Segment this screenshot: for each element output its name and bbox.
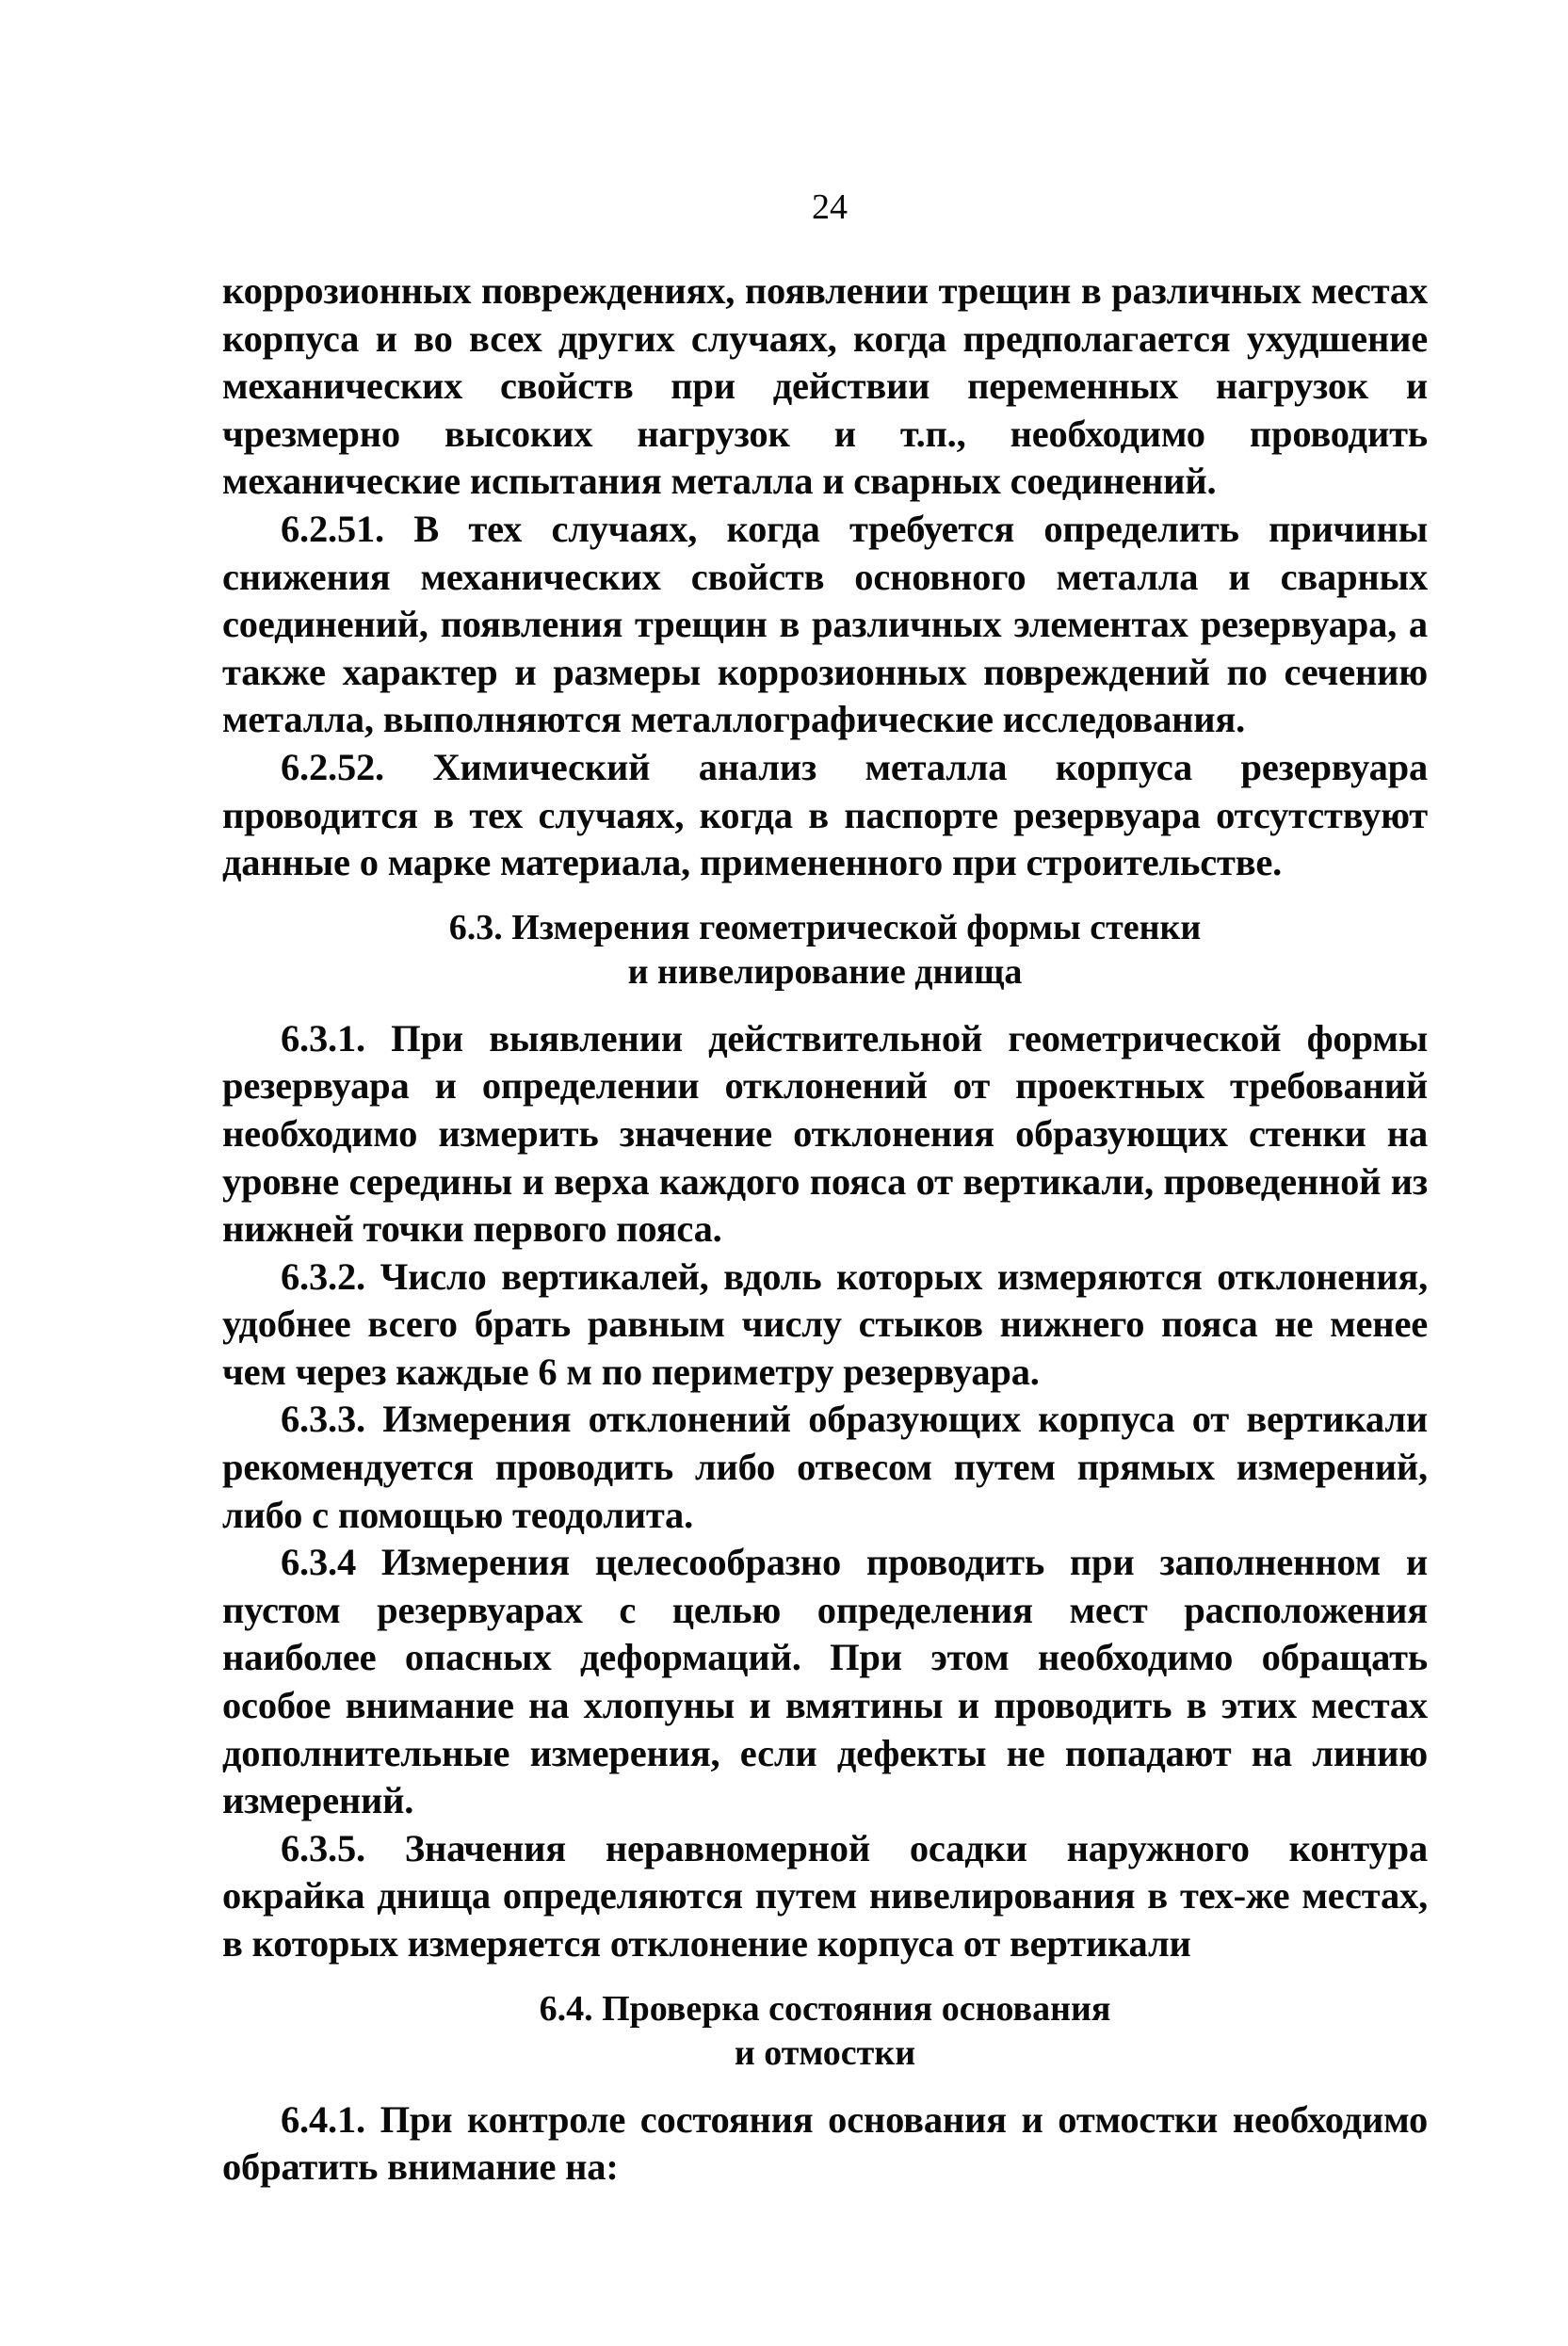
document-page xyxy=(222,188,1428,2192)
page-number: 24 xyxy=(812,187,848,227)
paragraph-6-3-1: 6.3.1. При выявлении действительной геометрической формы резервуара и определении отклонений от проектных требований необходимо измерить значение отклонения образующих стенки на уровне середины и верха каждого пояса от вертикали, проведенной из нижней точки первого пояса. xyxy=(222,1016,1428,1251)
section-heading-6-3-line1: 6.3. Измерения геометрической формы стенки xyxy=(448,907,1202,947)
section-heading-6-4-line1: 6.4. Проверка состояния основания xyxy=(539,1988,1111,2029)
section-heading-6-4-line2: и отмостки xyxy=(734,2032,916,2073)
paragraph-6-3-3: 6.3.3. Измерения отклонений образующих корпуса от вертикали рекомендуется проводить либо отвесом путем прямых измерений, либо с помощью теодолита. xyxy=(222,1398,1428,1536)
paragraph-6-3-5: 6.3.5. Значения неравномерной осадки наружного контура окрайка днища определяются путем нивелирования в тех-же местах, в которых измеряется отклонение корпуса от вертикали xyxy=(222,1826,1428,1965)
paragraph-6-4-1: 6.4.1. При контроле состояния основания и отмостки необходимо обратить внимание на: xyxy=(222,2097,1428,2189)
paragraph-6-2-51: 6.2.51. В тех случаях, когда требуется определить причины снижения механических свойств основного металла и сварных соединений, появления трещин в различных элементах резервуара, а также характер и размеры коррозионных повреждений по сечению металла, выполняются металлографические исследования. xyxy=(222,507,1428,741)
section-heading-6-3 xyxy=(222,906,1428,995)
paragraph-6-3-4: 6.3.4 Измерения целесообразно проводить при заполненном и пустом резервуарах с целью определения мест расположения наиболее опасных деформаций. При этом необходимо обращать особое внимание на хлопуны и вмятины и проводить в этих местах дополнительные измерения, если дефекты не попадают на линию измерений. xyxy=(222,1541,1428,1822)
section-heading-6-4 xyxy=(222,1987,1428,2076)
paragraph-6-2-52: 6.2.52. Химический анализ металла корпуса резервуара проводится в тех случаях, когда в паспорте резервуара отсутствуют данные о марке материала, примененного при строительстве. xyxy=(222,745,1428,884)
paragraph-6-3-2: 6.3.2. Число вертикалей, вдоль которых измеряются отклонения, удобнее всего брать равным числу стыков нижнего пояса не менее чем через каждые 6 м по периметру резервуара. xyxy=(222,1254,1428,1393)
section-heading-6-3-line2: и нивелирование днища xyxy=(627,951,1023,992)
paragraph-continuation: коррозионных повреждениях, появлении трещин в различных местах корпуса и во всех других случаях, когда предполагается ухудшение механических свойств при действии переменных нагрузок и чрезмерно высоких нагрузок и т.п., необходимо проводить механические испытания металла и сварных соединений. xyxy=(222,269,1428,503)
